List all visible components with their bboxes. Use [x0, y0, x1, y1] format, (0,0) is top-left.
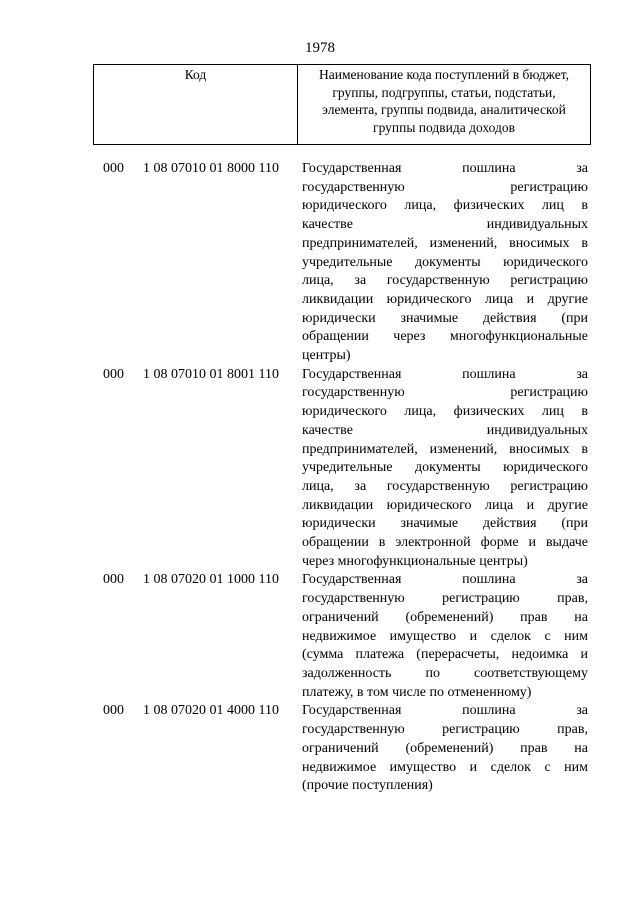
- income-description: [302, 571, 588, 702]
- description-line: обращении в электронной форме и выдаче: [302, 535, 588, 551]
- income-code: 1 08 07020 01 4000 110: [143, 703, 279, 719]
- description-line: качестве индивидуальных: [302, 217, 588, 233]
- description-line: задолженность по соответствующему: [302, 665, 588, 681]
- description-line: (сумма платежа (перерасчеты, недоимка и: [302, 647, 588, 663]
- description-line: (прочие поступления): [302, 778, 433, 794]
- description-line: Государственная пошлина за: [302, 161, 588, 176]
- income-code: 1 08 07010 01 8000 110: [143, 161, 279, 176]
- description-line: государственную регистрацию прав,: [302, 591, 588, 607]
- description-line: учредительные документы юридического: [302, 254, 588, 270]
- table-row: [0, 366, 640, 572]
- description-line: государственную регистрацию: [302, 179, 588, 195]
- description-line: качестве индивидуальных: [302, 422, 588, 438]
- income-code-list: [0, 160, 640, 796]
- admin-code: 000: [103, 703, 124, 719]
- income-description: [302, 160, 588, 366]
- description-line: учредительные документы юридического: [302, 460, 588, 476]
- description-line: лица, за государственную регистрацию: [302, 478, 588, 494]
- description-line: ограничений (обременений) прав на: [302, 740, 588, 756]
- description-line: через многофункциональные центры): [302, 553, 528, 569]
- description-line: юридически значимые действия (при: [302, 310, 588, 326]
- description-line: предпринимателей, изменений, вносимых в: [302, 235, 588, 251]
- description-line: Государственная пошлина за: [302, 366, 588, 382]
- description-line: юридического лица, физических лиц в: [302, 198, 588, 214]
- description-line: центры): [302, 348, 351, 364]
- income-code: 1 08 07020 01 1000 110: [143, 572, 279, 588]
- table-row: [0, 702, 640, 796]
- description-line: Государственная пошлина за: [302, 703, 588, 719]
- description-line: юридически значимые действия (при: [302, 516, 588, 532]
- table-row: [0, 160, 640, 366]
- description-line: обращении через многофункциональные: [302, 329, 588, 345]
- description-line: юридического лица, физических лиц в: [302, 404, 588, 420]
- description-line: ограничений (обременений) прав на: [302, 609, 588, 625]
- description-line: платежу, в том числе по отмененному): [302, 684, 532, 700]
- admin-code: 000: [103, 161, 124, 176]
- description-line: государственную регистрацию прав,: [302, 722, 588, 738]
- header-name-cell: Наименование кода поступлений в бюджет, группы, подгруппы, статьи, подстатьи, элемента, группы подвида, аналитической группы подвида доходов: [318, 67, 569, 135]
- admin-code: 000: [103, 572, 124, 588]
- description-line: ликвидации юридического лица и другие: [302, 291, 588, 307]
- header-code-cell: Код: [94, 65, 298, 144]
- description-line: государственную регистрацию: [302, 385, 588, 401]
- table-header: [93, 64, 591, 145]
- description-line: лица, за государственную регистрацию: [302, 273, 588, 289]
- description-line: предпринимателей, изменений, вносимых в: [302, 441, 588, 457]
- description-line: ликвидации юридического лица и другие: [302, 497, 588, 513]
- admin-code: 000: [103, 366, 124, 382]
- page-number: 1978: [305, 40, 335, 56]
- income-code: 1 08 07010 01 8001 110: [143, 366, 279, 382]
- description-line: Государственная пошлина за: [302, 572, 588, 588]
- table-row: [0, 571, 640, 702]
- description-line: недвижимое имущество и сделок с ним: [302, 759, 588, 775]
- income-description: [302, 702, 588, 796]
- income-description: [302, 366, 588, 572]
- description-line: недвижимое имущество и сделок с ним: [302, 628, 588, 644]
